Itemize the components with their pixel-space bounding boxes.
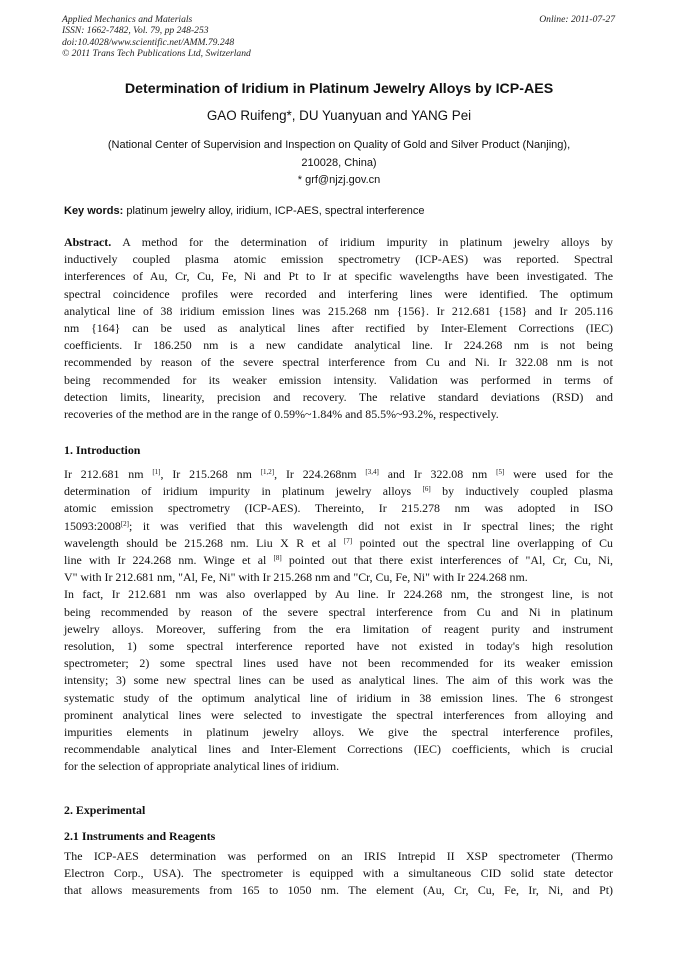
journal-info bbox=[62, 14, 251, 59]
affiliation-line: 210028, China) bbox=[301, 156, 377, 169]
abstract-line: coefficients. Ir 186.250 nm is a new candidate analytical line. Ir 224.268 nm is not being bbox=[64, 338, 613, 353]
journal-name: Applied Mechanics and Materials bbox=[62, 14, 193, 25]
citation: [3,4] bbox=[365, 468, 379, 476]
intro-line: resolution, 1) some spectral interference reported have not existed in today's high resolution bbox=[64, 639, 613, 654]
section-heading: 1. Introduction bbox=[64, 443, 141, 457]
intro-line: for the selection of appropriate analytical lines of iridium. bbox=[64, 759, 340, 774]
experimental-line: The ICP-AES determination was performed on an IRIS Intrepid II XSP spectrometer (Thermo bbox=[64, 849, 613, 863]
intro-paragraph bbox=[64, 466, 613, 776]
intro-line: being recommended by reason of the severe spectral interference from Cu and Ni in platinum bbox=[64, 604, 613, 619]
abstract-line: recommended by reason of the severe spectral interference from Cu and Ni. Ir 322.08 nm is not bbox=[64, 355, 613, 370]
experimental-paragraph bbox=[64, 848, 613, 900]
intro-line: In fact, Ir 212.681 nm was also overlapped by Au line. Ir 224.268 nm, the strongest line, is not bbox=[64, 587, 613, 602]
citation: [1,2] bbox=[260, 468, 275, 476]
abstract-line: being recommended for its weaker emission intensity. Validation was performed in terms of bbox=[64, 372, 613, 387]
intro-line: jewelry alloys. Moreover, suffering from the era limitation of reagent purity and instrument bbox=[64, 621, 613, 636]
keywords-text: platinum jewelry alloy, iridium, ICP-AES, spectral interference bbox=[123, 205, 425, 217]
affiliation bbox=[60, 137, 618, 190]
abstract-line: inductively coupled plasma atomic emission spectrometry (ICP-AES) was reported. Spectral bbox=[64, 252, 613, 267]
abstract-line: nm {164} can be used as analytical lines after rectified by Inter-Element Corrections (IEC) bbox=[64, 321, 613, 336]
abstract-line: spectral coincidence profiles were recorded and interfering lines were identified. The optimum bbox=[64, 286, 613, 301]
keywords-label: Key words: bbox=[64, 205, 124, 217]
abstract-label: Abstract. bbox=[64, 235, 112, 249]
citation: [7] bbox=[343, 536, 353, 545]
doi: doi:10.4028/www.scientific.net/AMM.79.248 bbox=[62, 36, 235, 48]
citation: [8] bbox=[273, 554, 282, 563]
authors: GAO Ruifeng*, DU Yuanyuan and YANG Pei bbox=[206, 108, 472, 123]
intro-line: atomic emission spectrometry (ICP-AES). Thereinto, Ir 215.278 nm was adopted in ISO bbox=[64, 501, 613, 516]
abstract-line: Abstract. A method for the determination of iridium impurity in platinum jewelry alloys by bbox=[64, 235, 613, 249]
intro-line: prominent analytical lines were selected to investigate the spectral interferences from alloying and bbox=[64, 707, 613, 722]
experimental-line: that allows measurements from 165 to 1050 nm. The element (Au, Cr, Cu, Fe, Ir, Ni, and Pt) bbox=[64, 883, 613, 898]
intro-line: recommendable analytical lines and Inter-Element Corrections (IEC) coefficients, which is crucial bbox=[64, 742, 613, 757]
intro-line: spectrometer; 2) some spectral lines used have not been recommended for its weaker emission bbox=[64, 656, 613, 671]
intro-line: intensity; 3) some new spectral lines can be used as analytical lines. The aim of this work was the bbox=[64, 673, 613, 688]
citation: [5] bbox=[496, 468, 505, 476]
abstract-line: analytical line of 38 iridium emission lines was 215.268 nm {156}. Ir 212.681 {158} and Ir 205.116 bbox=[64, 303, 613, 318]
intro-line: line with Ir 224.268 nm. Winge et al [8] pointed out that there exist interferences of "Al, Cr, Cu, Ni, bbox=[64, 553, 613, 568]
paper-title: Determination of Iridium in Platinum Jewelry Alloys by ICP-AES bbox=[124, 81, 554, 97]
intro-line: wavelength should be 215.268 nm. Liu X R et al [7] pointed out the spectral line overlapping of Cu bbox=[64, 535, 613, 550]
section-heading: 2. Experimental bbox=[64, 803, 146, 817]
subsection-heading: 2.1 Instruments and Reagents bbox=[64, 829, 216, 843]
citation: [2] bbox=[120, 519, 129, 528]
abstract-line: recoveries of the method are in the range of 0.59%~1.84% and 85.5%~93.2%, respectively. bbox=[64, 407, 499, 422]
affiliation-line: (National Center of Supervision and Inspection on Quality of Gold and Silver Product (Nanjing), bbox=[107, 139, 571, 151]
issn: ISSN: 1662-7482, Vol. 79, pp 248-253 bbox=[62, 25, 209, 37]
intro-line: impurities elements in platinum jewelry alloys. We give the spectral interference profiles, bbox=[64, 725, 613, 740]
intro-line: systematic study of the optimum analytical line of iridium in 38 emission lines. The 6 strongest bbox=[64, 690, 613, 705]
copyright: © 2011 Trans Tech Publications Ltd, Switzerland bbox=[62, 47, 251, 59]
experimental-line: Electron Corp., USA). The spectrometer is equipped with a simultaneous CID solid state detector bbox=[64, 866, 613, 881]
abstract bbox=[64, 234, 613, 423]
intro-line: Ir 212.681 nm [1], Ir 215.268 nm [1,2], Ir 224.268nm [3,4] and Ir 322.08 nm [5] were used for the bbox=[64, 467, 613, 481]
online-date: Online: 2011-07-27 bbox=[539, 14, 615, 25]
intro-line: determination of iridium impurity in platinum jewelry alloys [6] by inductively coupled plasma bbox=[64, 484, 613, 499]
abstract-line: detection limits, linearity, precision and recovery. The relative standard deviations (RSD) and bbox=[64, 389, 613, 404]
citation: [6] bbox=[422, 485, 431, 494]
intro-line: 15093:2008[2]; it was verified that this wavelength did not exist in Ir spectral lines; the right bbox=[64, 518, 613, 533]
keywords bbox=[64, 205, 616, 217]
author-email: * grf@njzj.gov.cn bbox=[297, 174, 381, 186]
abstract-line: interferences of Au, Cr, Cu, Fe, Ni and Pt to Ir at specific wavelengths have been investigated. The bbox=[64, 269, 613, 284]
citation: [1] bbox=[152, 468, 161, 476]
intro-line: V" with Ir 212.681 nm, "Al, Fe, Ni" with Ir 215.268 nm and "Cr, Cu, Fe, Ni" with Ir 224.268 nm. bbox=[64, 570, 528, 585]
